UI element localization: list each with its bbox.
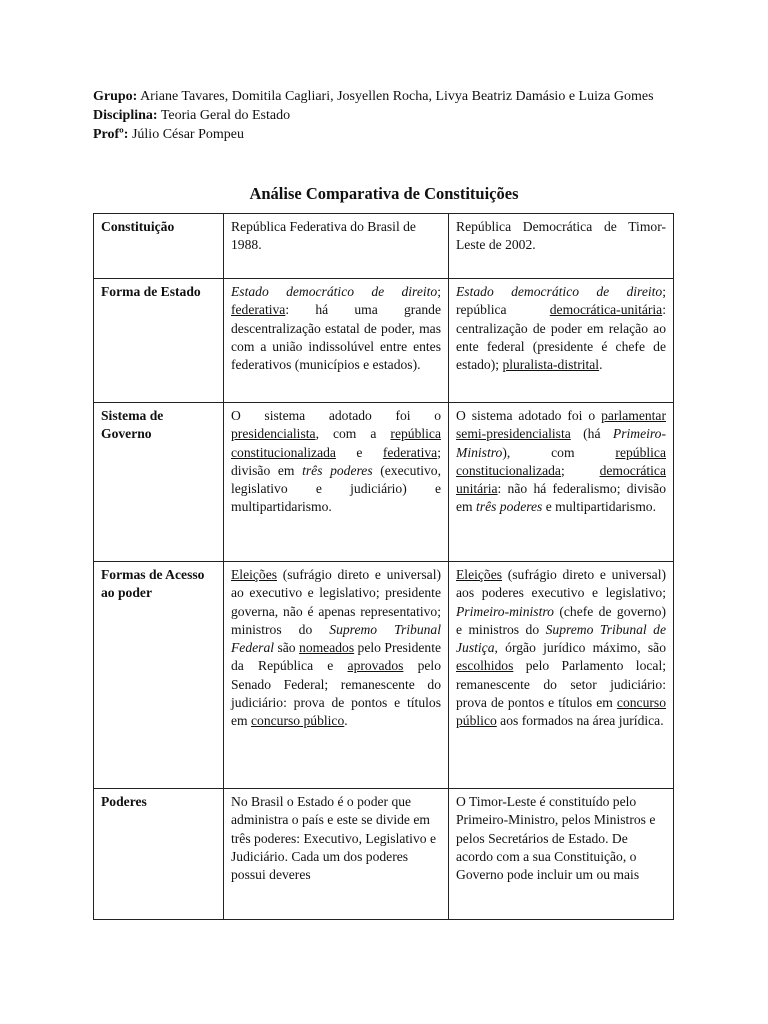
text-span: Estado democrático de direito bbox=[456, 284, 663, 299]
text-span: , órgão jurídico máximo, são bbox=[494, 640, 666, 656]
text-span: . bbox=[344, 713, 348, 729]
text-span: aprovados bbox=[347, 658, 404, 674]
text-span: Eleições bbox=[231, 567, 278, 582]
text-span: (chefe de governo) e ministros do bbox=[456, 603, 666, 637]
cell-brasil-sistema-governo bbox=[224, 403, 449, 562]
table-row bbox=[94, 562, 674, 789]
text-span: Primeiro-Ministro bbox=[456, 426, 666, 460]
disciplina-line bbox=[93, 106, 673, 125]
text-span: e bbox=[335, 444, 383, 460]
text-span: concurso público bbox=[456, 695, 666, 729]
text-span: federativa bbox=[382, 444, 438, 460]
disciplina-label: Disciplina: bbox=[93, 108, 158, 123]
grupo-value: Ariane Tavares, Domitila Cagliari, Josyellen Rocha, Livya Beatriz Damásio e Luiza Gomes bbox=[137, 89, 654, 104]
text-span: : não há federalismo; divisão em bbox=[456, 481, 666, 515]
text-span: Estado democrático de direito bbox=[231, 284, 438, 299]
text-span: ; bbox=[437, 284, 441, 299]
text-span: república constitucionalizada bbox=[231, 426, 441, 460]
text-span: pelo Senado Federal; remanescente do judiciário: prova de pontos e títulos em bbox=[231, 658, 441, 729]
text-span: aos formados na área jurídica. bbox=[496, 713, 664, 729]
row-label-acesso-poder: Formas de Acesso ao poder bbox=[94, 562, 224, 789]
text-span: presidencialista bbox=[231, 426, 316, 442]
text-span: parlamentar bbox=[601, 408, 666, 423]
table-row bbox=[94, 403, 674, 562]
row-label-constituicao: Constituição bbox=[94, 214, 224, 279]
document-header bbox=[93, 87, 673, 144]
grupo-line bbox=[93, 87, 673, 106]
cell-timor-forma-estado bbox=[449, 279, 674, 403]
text-span: Supremo Tribunal de Justiça bbox=[456, 621, 666, 656]
text-span: : centralização de poder em relação ao ente federal (presidente é chefe de estado); bbox=[456, 302, 666, 373]
cell-brasil-forma-estado bbox=[224, 279, 449, 403]
text-span: concurso público bbox=[251, 713, 345, 729]
grupo-label: Grupo: bbox=[93, 89, 138, 104]
text-span: pelo Presidente da República e bbox=[231, 640, 442, 674]
text-span: república constitucionalizada bbox=[456, 444, 666, 478]
text-span: (há bbox=[570, 426, 613, 442]
text-span: O sistema adotado foi o bbox=[456, 408, 602, 423]
disciplina-value: Teoria Geral do Estado bbox=[157, 108, 291, 123]
text-span: semi-presidencialista bbox=[456, 426, 571, 442]
cell-timor-poderes: O Timor-Leste é constituído pelo Primeiro-Ministro, pelos Ministros e pelos Secretários de Estado. De acordo com a sua Constituição, o Governo pode incluir um ou mais bbox=[449, 789, 674, 920]
text-span: democrática-unitária bbox=[549, 302, 663, 318]
document-title: Análise Comparativa de Constituições bbox=[249, 184, 519, 203]
text-span: pelo Parlamento local; remanescente do setor judiciário: prova de pontos e títulos em bbox=[456, 658, 666, 711]
row-label-forma-estado: Forma de Estado bbox=[94, 279, 224, 403]
text-span: Eleições bbox=[456, 567, 503, 582]
professor-value: Júlio César Pompeu bbox=[128, 127, 244, 142]
text-span: ), com bbox=[502, 444, 616, 460]
row-label-poderes: Poderes bbox=[94, 789, 224, 920]
comparison-table bbox=[93, 213, 674, 920]
text-span: três poderes bbox=[476, 499, 543, 515]
row-label-sistema-governo: Sistema de Governo bbox=[94, 403, 224, 562]
cell-brasil-poderes: No Brasil o Estado é o poder que administra o país e este se divide em três poderes: Executivo, Legislativo e Judiciário. Cada um dos poderes possui deveres bbox=[224, 789, 449, 920]
text-span: democrática unitária bbox=[456, 462, 666, 497]
text-span: são bbox=[274, 640, 300, 656]
text-span: federativa bbox=[231, 302, 286, 318]
table-row bbox=[94, 789, 674, 920]
text-span: ; bbox=[560, 462, 600, 478]
text-span: , com a bbox=[315, 426, 391, 442]
cell-timor-acesso-poder bbox=[449, 562, 674, 789]
cell-timor-sistema-governo bbox=[449, 403, 674, 562]
cell-timor-constituicao: República Democrática de Timor-Leste de 2002. bbox=[449, 214, 674, 279]
text-span: nomeados bbox=[299, 640, 355, 656]
text-span: (sufrágio direto e universal) aos poderes executivo e legislativo; bbox=[456, 567, 666, 601]
table-row bbox=[94, 279, 674, 403]
text-span: (executivo, legislativo e judiciário) e multipartidarismo. bbox=[231, 462, 441, 515]
text-span: escolhidos bbox=[456, 658, 514, 674]
text-span: . bbox=[599, 357, 603, 373]
text-span: : há uma grande descentralização estatal de poder, mas com a união indissolúvel entre entes federativos (municípios e estados). bbox=[231, 302, 441, 373]
text-span: (sufrágio direto e universal) ao executivo e legislativo; presidente governa, não é apenas representativo; ministros do bbox=[231, 567, 441, 637]
text-span: Supremo Tribunal Federal bbox=[231, 621, 441, 656]
text-span: ; república bbox=[456, 284, 666, 318]
cell-brasil-constituicao: República Federativa do Brasil de 1988. bbox=[224, 214, 449, 279]
text-span: pluralista-distrital bbox=[502, 357, 600, 373]
professor-line bbox=[93, 125, 673, 144]
text-span: e multipartidarismo. bbox=[542, 499, 656, 515]
table-row bbox=[94, 214, 674, 279]
cell-brasil-acesso-poder bbox=[224, 562, 449, 789]
text-span: três poderes bbox=[302, 462, 373, 478]
text-span: Primeiro-ministro bbox=[456, 603, 554, 619]
text-span: O sistema adotado foi o bbox=[231, 408, 441, 423]
text-span: ; divisão em bbox=[231, 444, 441, 478]
professor-label: Profº: bbox=[93, 127, 129, 142]
